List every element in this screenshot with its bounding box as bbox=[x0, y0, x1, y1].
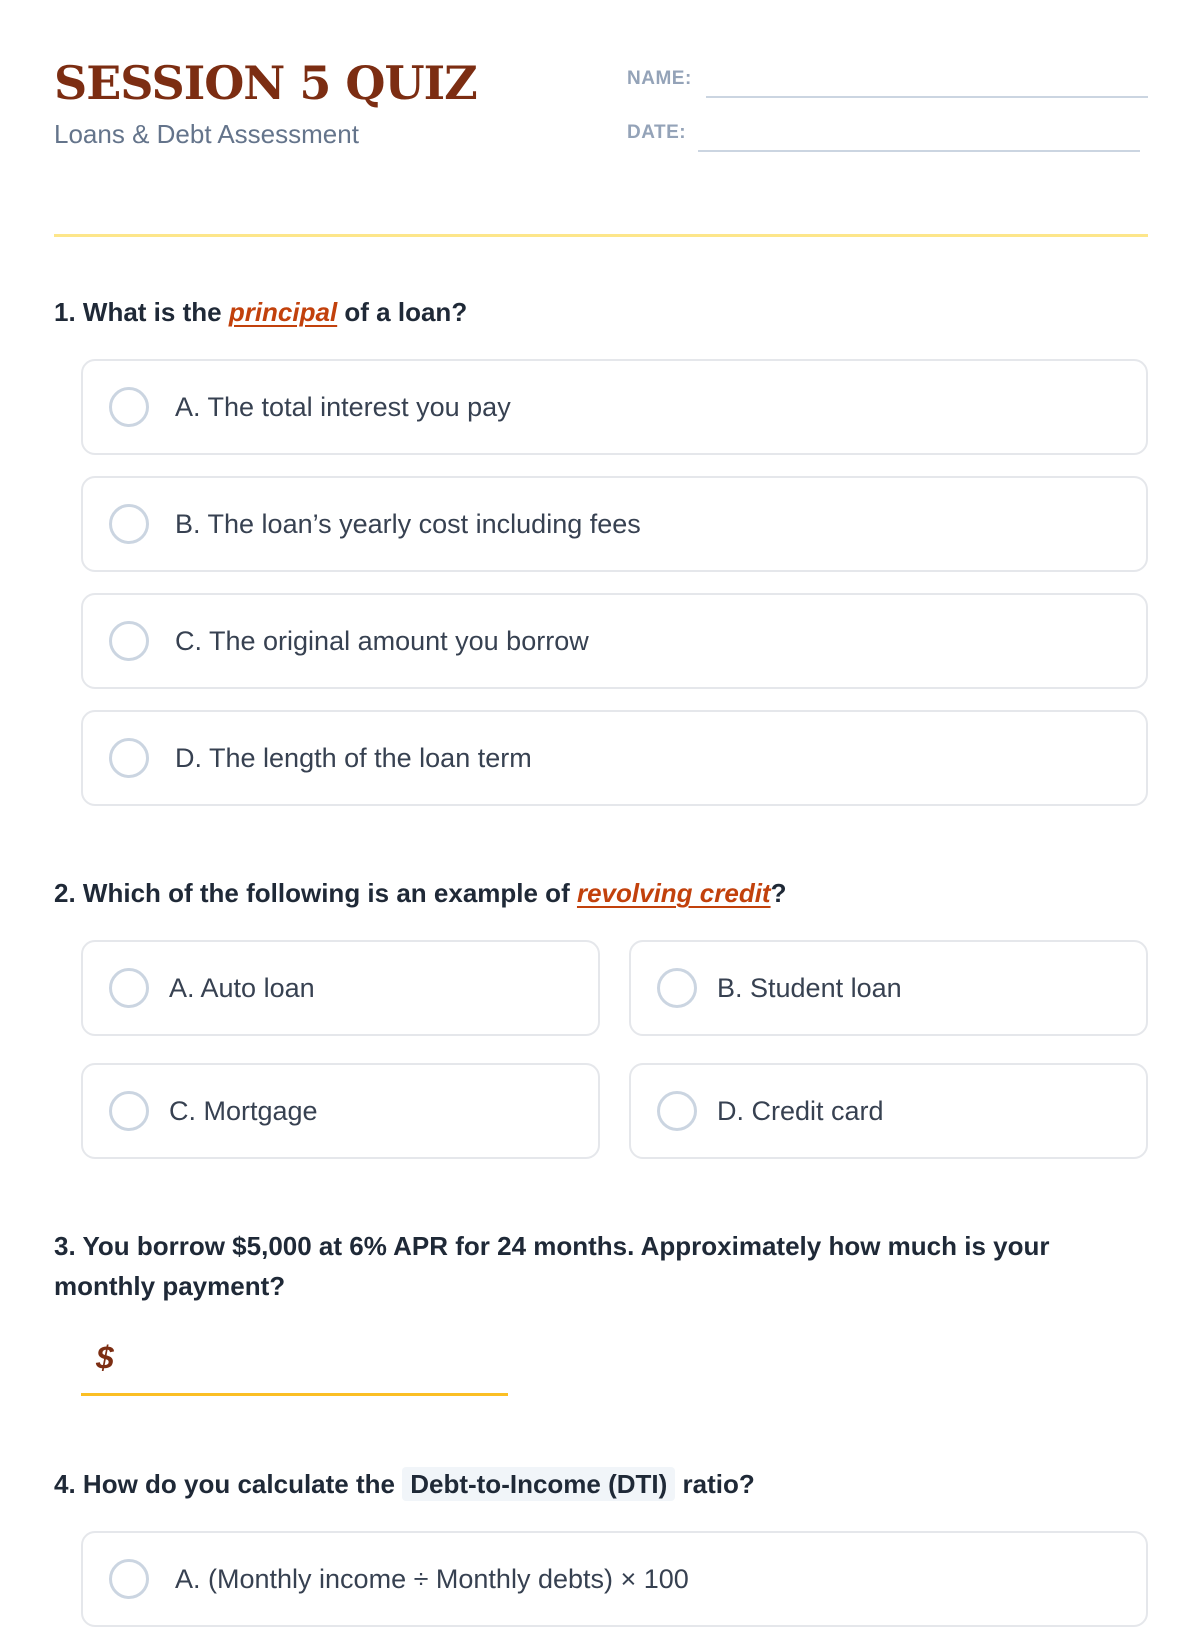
name-field[interactable] bbox=[706, 96, 1148, 98]
q1-option-c[interactable] bbox=[81, 593, 1148, 689]
option-label: B. The loan’s yearly cost including fees bbox=[175, 509, 641, 539]
question-text: Which of the following is an example of bbox=[82, 878, 570, 908]
date-label: DATE: bbox=[627, 122, 687, 143]
question-3 bbox=[54, 1226, 1114, 1306]
radio-button[interactable] bbox=[109, 387, 149, 427]
option-label: D. The length of the loan term bbox=[175, 743, 532, 773]
radio-button[interactable] bbox=[657, 968, 697, 1008]
question-number: 1. bbox=[54, 297, 76, 327]
q2-option-a[interactable] bbox=[81, 940, 600, 1036]
question-text: ratio? bbox=[682, 1469, 755, 1499]
option-label: A. (Monthly income ÷ Monthly debts) × 100 bbox=[175, 1564, 689, 1594]
option-label: A. The total interest you pay bbox=[175, 392, 511, 422]
option-label: A. Auto loan bbox=[169, 973, 315, 1003]
page-title: SESSION 5 QUIZ bbox=[54, 56, 477, 110]
option-label: D. Credit card bbox=[717, 1096, 884, 1126]
page-subtitle: Loans & Debt Assessment bbox=[54, 119, 359, 149]
radio-button[interactable] bbox=[109, 1559, 149, 1599]
name-label: NAME: bbox=[627, 68, 692, 89]
header-divider bbox=[54, 234, 1148, 237]
question-4 bbox=[54, 1464, 1148, 1504]
question-text: What is the bbox=[82, 297, 222, 327]
q2-option-b[interactable] bbox=[629, 940, 1148, 1036]
option-label: B. Student loan bbox=[717, 973, 902, 1003]
radio-button[interactable] bbox=[109, 504, 149, 544]
currency-symbol: $ bbox=[96, 1340, 114, 1376]
radio-button[interactable] bbox=[657, 1091, 697, 1131]
q4-option-a[interactable] bbox=[81, 1531, 1148, 1627]
radio-button[interactable] bbox=[109, 968, 149, 1008]
question-text: ? bbox=[770, 878, 787, 908]
key-term-chip: Debt-to-Income (DTI) bbox=[402, 1467, 675, 1501]
quiz-page bbox=[54, 0, 1148, 1600]
option-label: C. The original amount you borrow bbox=[175, 626, 589, 656]
question-number: 4. bbox=[54, 1469, 76, 1499]
date-field[interactable] bbox=[698, 150, 1140, 152]
option-label: C. Mortgage bbox=[169, 1096, 318, 1126]
question-2 bbox=[54, 873, 1148, 913]
question-text: of a loan? bbox=[344, 297, 468, 327]
q2-option-c[interactable] bbox=[81, 1063, 600, 1159]
q1-option-d[interactable] bbox=[81, 710, 1148, 806]
q2-option-d[interactable] bbox=[629, 1063, 1148, 1159]
key-term: principal bbox=[228, 297, 338, 327]
radio-button[interactable] bbox=[109, 1091, 149, 1131]
q1-option-b[interactable] bbox=[81, 476, 1148, 572]
question-number: 3. bbox=[54, 1231, 76, 1261]
key-term: revolving credit bbox=[576, 878, 771, 908]
question-text: You borrow $5,000 at 6% APR for 24 months. Approximately how much is your monthly payment? bbox=[54, 1231, 1050, 1301]
question-text: How do you calculate the bbox=[82, 1469, 395, 1499]
radio-button[interactable] bbox=[109, 621, 149, 661]
question-number: 2. bbox=[54, 878, 76, 908]
monthly-payment-input[interactable] bbox=[132, 1344, 496, 1390]
q1-option-a[interactable] bbox=[81, 359, 1148, 455]
question-1 bbox=[54, 292, 1148, 332]
radio-button[interactable] bbox=[109, 738, 149, 778]
answer-underline bbox=[81, 1393, 508, 1396]
